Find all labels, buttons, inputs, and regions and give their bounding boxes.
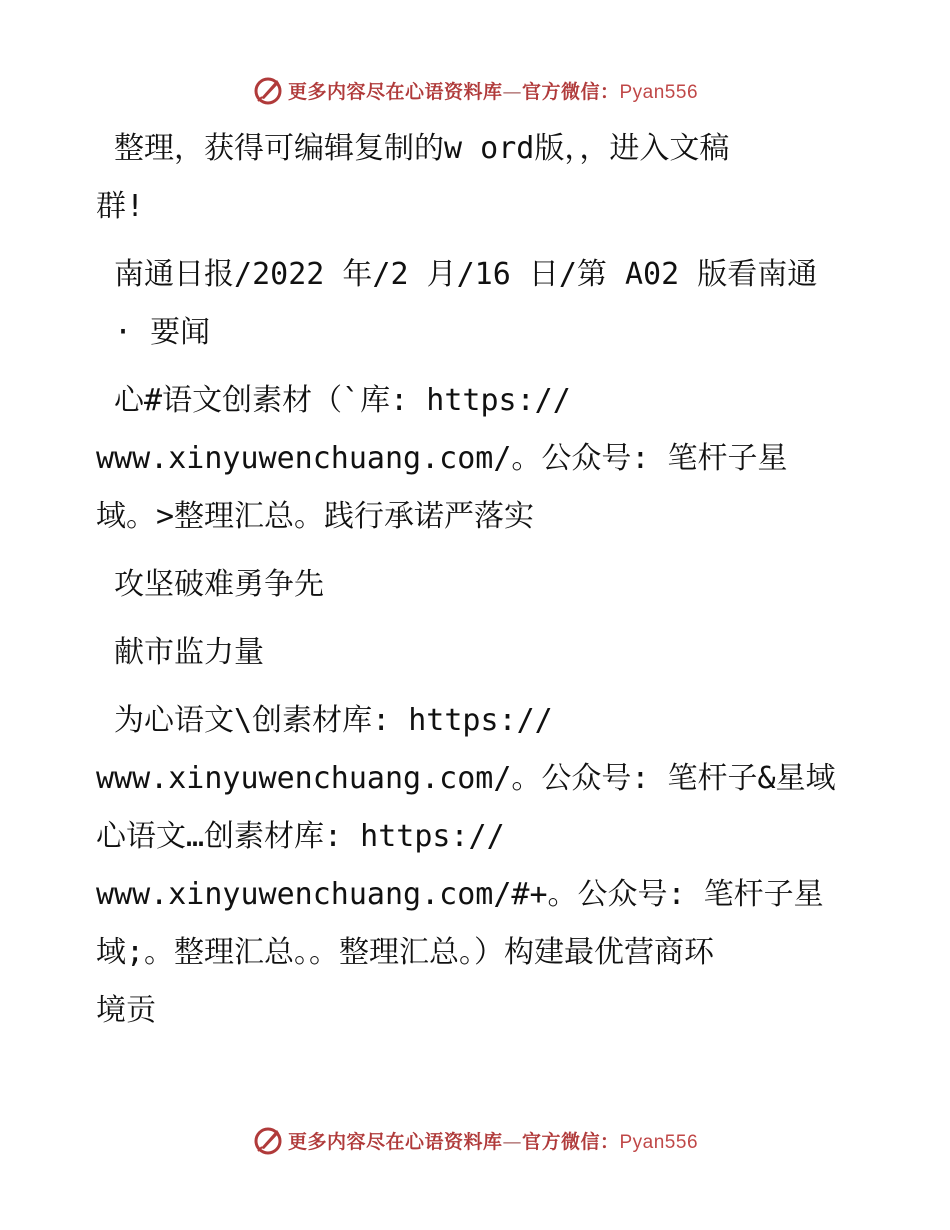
- footer-banner: [0, 1120, 950, 1160]
- banner-separator: —: [502, 80, 522, 103]
- banner-label: 官方微信：: [521, 1130, 620, 1153]
- text-line: 献市监力量: [96, 635, 265, 670]
- paragraph-subhead-1: [96, 556, 856, 614]
- header-banner: [0, 70, 950, 110]
- text-line: 心#语文创素材（`库: https://: [96, 383, 571, 418]
- text-line: 心语文…创素材库: https://: [96, 819, 505, 854]
- banner-brand: 更多内容尽在心语资料库: [287, 1130, 503, 1153]
- paragraph-body: [96, 692, 856, 1040]
- banner-account: Pyan556: [619, 81, 699, 103]
- paragraph-subhead-2: [96, 624, 856, 682]
- banner-label: 官方微信：: [521, 80, 620, 103]
- text-line: www.xinyuwenchuang.com/。公众号: 笔杆子星: [96, 441, 788, 476]
- text-line: 为心语文\创素材库: https://: [96, 703, 553, 738]
- text-line: 境贡: [96, 993, 156, 1028]
- banner-separator: —: [502, 1130, 522, 1153]
- text-line: 域。>整理汇总。践行承诺严落实: [96, 499, 535, 534]
- banner-account: Pyan556: [619, 1131, 699, 1153]
- banner-brand: 更多内容尽在心语资料库: [287, 80, 503, 103]
- banner-text: [288, 1127, 698, 1154]
- quill-logo-icon: [252, 1124, 284, 1156]
- paragraph-headline: [96, 372, 856, 546]
- text-line: 域;。整理汇总。。整理汇总。）构建最优营商环: [96, 935, 715, 970]
- text-line: 攻坚破难勇争先: [96, 567, 325, 602]
- text-line: 南通日报/2022 年/2 月/16 日/第 A02 版看南通: [96, 257, 818, 292]
- text-line: · 要闻: [96, 315, 211, 350]
- paragraph-source: [96, 246, 856, 362]
- document-body: [96, 120, 856, 1050]
- text-line: www.xinyuwenchuang.com/。公众号: 笔杆子&星域: [96, 761, 836, 796]
- text-line: 整理，获得可编辑复制的w ord版，，进入文稿: [96, 131, 730, 166]
- paragraph-intro: [96, 120, 856, 236]
- text-line: www.xinyuwenchuang.com/#+。公众号: 笔杆子星: [96, 877, 824, 912]
- quill-logo-icon: [252, 74, 284, 106]
- banner-text: [288, 77, 698, 104]
- text-line: 群!: [96, 189, 145, 224]
